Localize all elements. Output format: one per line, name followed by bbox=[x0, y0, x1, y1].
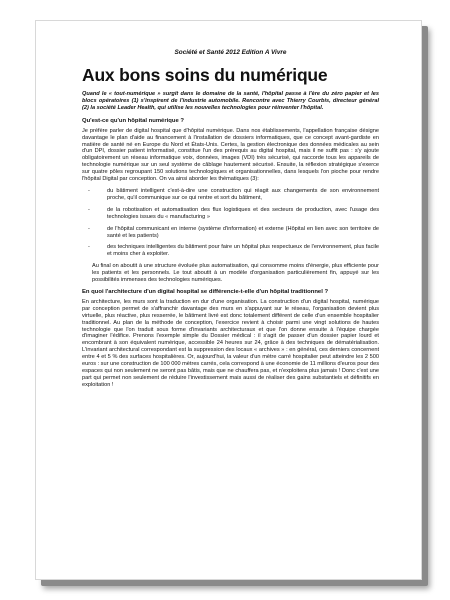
list-item-text: des techniques intelligentes du bâtiment pour faire un hôpital plus respectueux de l'environnement, plus facile et moins cher à exploiter. bbox=[107, 244, 379, 258]
question-1: Qu'est-ce qu'un hôpital numérique ? bbox=[82, 117, 184, 124]
article-title: Aux bons soins du numérique bbox=[82, 65, 328, 85]
list-dash: - bbox=[88, 225, 90, 232]
list-item bbox=[82, 207, 379, 221]
document-page bbox=[35, 20, 422, 580]
conclusion-1: Au final on aboutit à une structure évoluée plus automatisation, qui consomme moins d'énergie, plus efficiente pour les patients et les personnels. Le tout aboutit à un modèle d'organisation particulièrement fin, appuyé sur les possibilités immenses des technologies numériques. bbox=[92, 263, 379, 284]
article-lead: Quand le « tout-numérique » surgit dans le domaine de la santé, l'hôpital passe à l'ère du zéro papier et les blocs opératoires (1) s'inspirent de l'industrie automobile. Rencontre avec Thierry Courbis, directeur général (2) la société Leader Health, qui utilise les nouvelles technologies pour réinventer l'hôpital. bbox=[82, 91, 379, 111]
answer-2: En architecture, les murs sont la traduction en dur d'une organisation. La construction d'un digital hospital, numérique par conception permet de s'affranchir davantage des murs en s'appuyant sur le réseau, l'organisation devient plus virtuelle, plus réactive, plus resserrée, le bâtiment livré est donc totalement différent de celle d'un ensemble hospitalier traditionnel. Au plan de la méthode de conception, l'exercice revient à choisir parmi une vingt solutions de hautes technologie que l'on traduit sous forme d'invariants architecturaux et que l'on donne ensuite à l'équipe chargée d'imaginer l'édifice. Prenons l'exemple simple du Dossier médical : il s'agit de passer d'un dossier papier lourd et encombrant à son équivalent numérique, accessible 24 heures sur 24, grâce à des techniques de dématérialisation. L'invariant architectural correspondant est la suppression des locaux « archives » : en général, ces derniers concernent entre 4 et 5 % des surfaces hospitalières. Or, aujourd'hui, la valeur d'un mètre carré hospitalier peut atteindre les 2 500 euros : sur une construction de 100 000 mètres carrés, cela correspond à une économie de 11 millions d'euros pour des espaces qui non seulement ne seront pas bâtis, mais que ne chauffera pas, et n'exploitera plus jamais ! Donc c'est une part qui permet non seulement de réduire l'investissement mais aussi de réaliser des gains substantiels et définitifs en exploitation ! bbox=[82, 298, 379, 388]
list-item-text: du bâtiment intelligent c'est-à-dire une construction qui réagit aux changements de son environnement proche, qu'il communique sur ce qui rentre et sort du bâtiment, bbox=[107, 187, 379, 201]
list-item bbox=[82, 244, 379, 258]
list-dash: - bbox=[88, 187, 90, 194]
list-dash: - bbox=[88, 244, 90, 251]
running-header: Société et Santé 2012 Edition A Vivre bbox=[174, 49, 287, 56]
answer-1: Je préfère parler de digital hospital que d'hôpital numérique. Dans nos établissements, l'appellation française désigne davantage le plan d'aide au financement à l'installation de dossiers informatiques, que ce concept avant-gardiste en matière de santé né en Europe du Nord et États-Unis. Certes, la gestion électronique des données médicales au sein d'un DPI, dossier patient informatisé, constitue l'un des prérequis au digital hospital, mais il ne suffit pas : s'y ajoute obligatoirement un réseau informatique voix, données, images (VDI) très sécurisé, qui raccorde tous les appareils de technologie numérique sur un seul système de câblage hautement sécurisé. Ensuite, la réflexion stratégique s'exerce sur quatre pôles regroupant 150 solutions technologiques et organisationnelles, dans lesquels l'on pioche pour rendre l'hôpital Digital par conception. On va ainsi aborder les thématiques (3): bbox=[82, 127, 379, 183]
list-dash: - bbox=[88, 206, 90, 213]
question-2: En quoi l'architecture d'un digital hospital se différencie-t-elle d'un hôpital traditionnel ? bbox=[82, 288, 329, 295]
list-item-text: de la robotisation et automatisation des flux logistiques et des secteurs de production, avec l'usage des technologies issues du « manufacturing » bbox=[107, 206, 379, 220]
list-item bbox=[82, 226, 379, 240]
list-item bbox=[82, 188, 379, 202]
themes-list bbox=[82, 188, 379, 258]
list-item-text: de l'hôpital communicant en interne (système d'information) et externe (Hôpital en lien avec son territoire de santé et les patients) bbox=[107, 225, 379, 239]
